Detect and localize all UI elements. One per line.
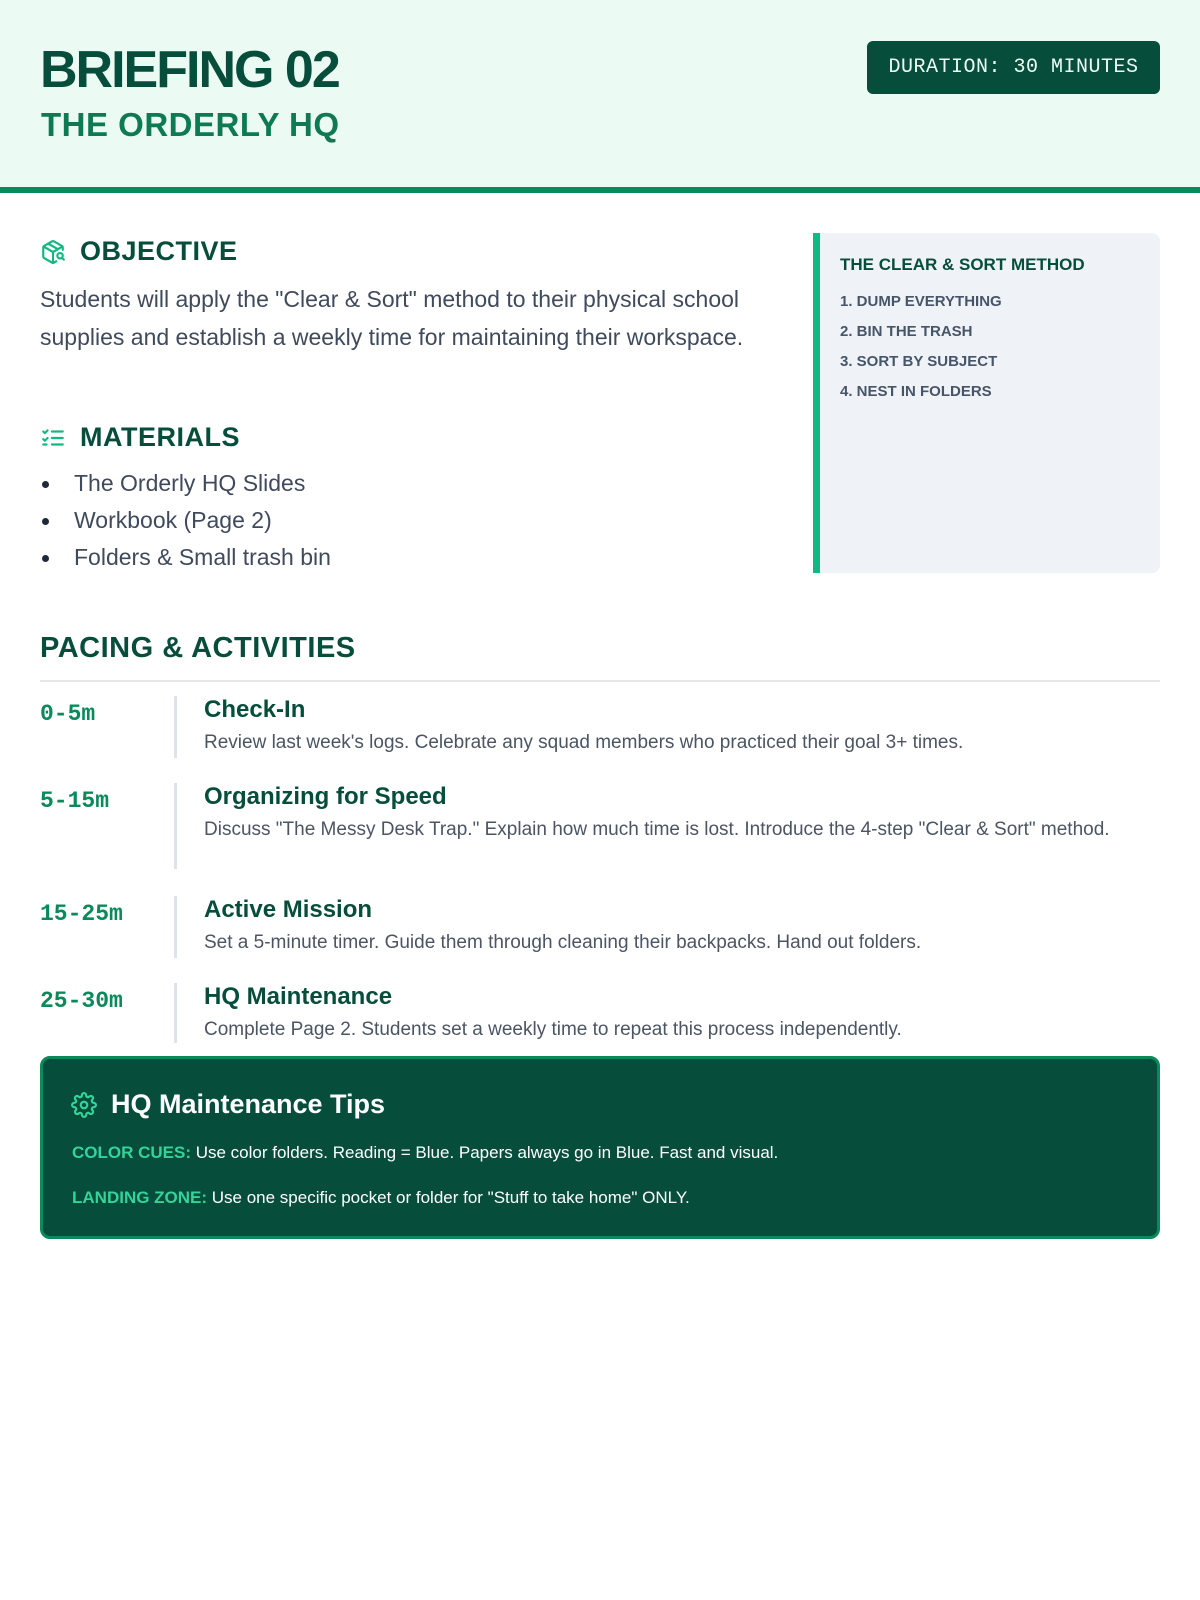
activity-description: Review last week's logs. Celebrate any squad members who practiced their goal 3+ times. [204,732,964,753]
activity-description: Complete Page 2. Students set a weekly time to repeat this process independently. [204,1019,902,1040]
list-checks-icon [40,425,66,451]
materials-heading [40,422,240,453]
activity-title: Organizing for Speed [204,783,447,810]
divider [174,896,177,958]
activity-time: 15-25m [40,901,123,927]
activity-title: Active Mission [204,896,373,923]
pacing-heading: PACING & ACTIVITIES [40,632,356,664]
method-title: THE CLEAR & SORT METHOD [840,255,1085,274]
activity-description: Set a 5-minute timer. Guide them through cleaning their backpacks. Hand out folders. [204,932,922,953]
tip-text: Use color folders. Reading = Blue. Papers always go in Blue. Fast and visual. [191,1143,779,1162]
method-steps [840,293,1002,413]
activity-time: 25-30m [40,988,123,1014]
tips-heading-label: HQ Maintenance Tips [111,1089,386,1119]
activity-time: 0-5m [40,701,96,727]
divider [174,696,177,758]
divider [40,680,1160,682]
objective-heading-label: OBJECTIVE [80,236,238,266]
tip-text: Use one specific pocket or folder for "Stuff to take home" ONLY. [207,1188,690,1207]
method-step: 4. NEST IN FOLDERS [840,383,992,400]
list-item: Workbook (Page 2) [40,502,331,539]
divider [174,983,177,1043]
tips-heading [71,1089,385,1120]
materials-heading-label: MATERIALS [80,422,240,452]
page-header [0,0,1200,193]
method-step: 3. SORT BY SUBJECT [840,353,998,370]
package-search-icon [40,239,66,265]
activity-description: Discuss "The Messy Desk Trap." Explain how much time is lost. Introduce the 4-step "Clear & Sort" method. [204,819,1110,840]
briefing-subtitle: THE ORDERLY HQ [41,106,340,143]
list-item: The Orderly HQ Slides [40,465,331,502]
tip-item [72,1143,778,1163]
tip-item [72,1188,690,1208]
method-step: 1. DUMP EVERYTHING [840,293,1002,310]
briefing-title: BRIEFING 02 [40,41,339,99]
objective-heading [40,236,238,267]
method-callout [813,233,1160,573]
duration-badge: DURATION: 30 MINUTES [867,41,1160,94]
materials-list [40,465,331,576]
activity-title: HQ Maintenance [204,983,393,1010]
gear-icon [71,1092,97,1118]
list-item: Folders & Small trash bin [40,539,331,576]
divider [174,783,177,869]
method-step: 2. BIN THE TRASH [840,323,973,340]
maintenance-tips-box [40,1056,1160,1239]
tip-label: COLOR CUES: [72,1143,191,1162]
objective-text: Students will apply the "Clear & Sort" method to their physical school supplies and establish a weekly time for maintaining their workspace. [40,286,744,350]
activity-title: Check-In [204,696,306,723]
activity-time: 5-15m [40,788,110,814]
tip-label: LANDING ZONE: [72,1188,208,1207]
